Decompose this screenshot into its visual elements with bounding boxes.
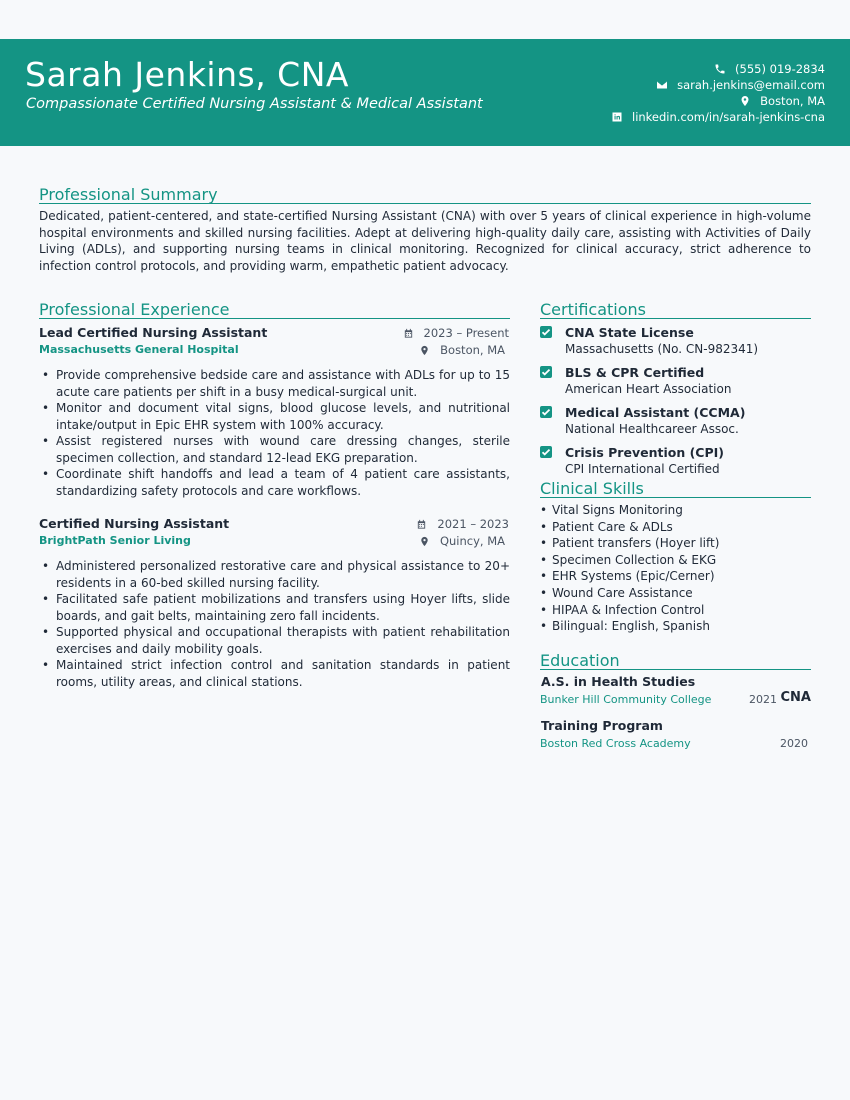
education-year: 2021 [749,692,777,706]
contact-phone-text: (555) 019-2834 [735,62,825,76]
section-title-certifications: Certifications [540,301,811,319]
job-bullets [39,558,510,690]
contact-phone[interactable] [611,61,825,77]
calendar-icon [403,328,414,339]
job-dates-text: 2023 – Present [423,326,509,340]
job-location [419,343,505,357]
education-extra: CNA [780,689,811,705]
candidate-tagline: Compassionate Certified Nursing Assistant & Medical Assistant [26,96,483,112]
list-item: • HIPAA & Infection Control [540,602,811,619]
list-item: • Monitor and document vital signs, blood glucose levels, and nutritional intake/output in Epic EHR system with 100% accuracy. [39,400,510,433]
certification-name: CNA State License [565,325,694,340]
list-item: • Assist registered nurses with wound care dressing changes, sterile specimen collection, and standard 12-lead EKG preparation. [39,433,510,466]
contact-email-text: sarah.jenkins@email.com [677,78,825,92]
job-location-text: Boston, MA [440,343,505,357]
certification-name: Crisis Prevention (CPI) [565,445,724,460]
list-item: • Administered personalized restorative care and physical assistance to 20+ residents in a 60-bed skilled nursing facility. [39,558,510,591]
education-school: Bunker Hill Community College [540,692,712,706]
job-entry [39,514,510,690]
certification-detail: National Healthcareer Assoc. [565,422,739,436]
checkbox-checked-icon [540,446,552,458]
envelope-icon [656,79,668,91]
section-title-experience: Professional Experience [39,301,510,319]
summary-section [39,186,811,274]
list-item: • Bilingual: English, Spanish [540,618,811,635]
job-organization: BrightPath Senior Living [39,534,191,547]
list-item: • Specimen Collection & EKG [540,552,811,569]
certifications-section [540,301,811,478]
contact-location [611,93,825,109]
job-entry [39,323,510,499]
contact-linkedin[interactable] [611,109,825,125]
job-location-text: Quincy, MA [439,534,505,548]
job-organization: Massachusetts General Hospital [39,343,239,356]
job-location [419,534,505,548]
education-item [540,716,811,756]
list-item: • Wound Care Assistance [540,585,811,602]
candidate-name: Sarah Jenkins, CNA [25,55,349,94]
list-item: • Vital Signs Monitoring [540,502,811,519]
skills-list [540,502,811,635]
list-item: • Patient transfers (Hoyer lift) [540,535,811,552]
checkbox-checked-icon [540,406,552,418]
linkedin-icon [611,111,623,123]
certification-item [540,444,811,478]
contact-linkedin-text: linkedin.com/in/sarah-jenkins-cna [632,110,825,124]
experience-section [39,301,510,690]
checkbox-checked-icon [540,326,552,338]
skills-section [540,480,811,635]
education-degree: A.S. in Health Studies [541,673,696,689]
contact-location-text: Boston, MA [760,94,825,108]
job-dates [416,517,509,531]
education-section [540,652,811,756]
header-banner [0,39,850,146]
certification-name: Medical Assistant (CCMA) [565,405,746,420]
list-item: • Supported physical and occupational therapists with patient rehabilitation exercises and daily mobility goals. [39,624,510,657]
list-item: • Facilitated safe patient mobilizations and transfers using Hoyer lifts, slide boards, and gait belts, maintaining zero fall incidents. [39,591,510,624]
education-school: Boston Red Cross Academy [540,736,691,750]
education-degree: Training Program [541,717,663,733]
certification-detail: Massachusetts (No. CN-982341) [565,342,759,356]
education-year: 2020 [780,736,808,750]
list-item: • Provide comprehensive bedside care and assistance with ADLs for up to 15 acute care patients per shift in a busy medical-surgical unit. [39,367,510,400]
job-title: Certified Nursing Assistant [39,516,230,531]
phone-icon [714,63,726,75]
section-title-skills: Clinical Skills [540,480,811,498]
contact-email[interactable] [611,77,825,93]
map-marker-icon [739,95,751,107]
list-item: • Coordinate shift handoffs and lead a team of 4 patient care assistants, standardizing safety protocols and care workflows. [39,466,510,499]
map-marker-icon [419,536,430,547]
certification-detail: American Heart Association [565,382,732,396]
section-title-education: Education [540,652,811,670]
summary-text: Dedicated, patient-centered, and state-certified Nursing Assistant (CNA) with over 5 years of clinical experience in high-volume hospital environments and skilled nursing facilities. Adept at delivering high-quality daily care, assisting with Activities of Daily Living (ADLs), and supporting nursing teams in clinical monitoring. Recognized for clinical accuracy, strict adherence to infection control protocols, and providing warm, empathetic patient advocacy. [39,209,811,273]
certification-name: BLS & CPR Certified [565,365,705,380]
education-item [540,672,811,712]
list-item: • EHR Systems (Epic/Cerner) [540,568,811,585]
job-dates [403,326,509,340]
list-item: • Patient Care & ADLs [540,519,811,536]
job-dates-text: 2021 – 2023 [437,517,509,531]
certification-item [540,364,811,398]
job-bullets [39,367,510,499]
job-title: Lead Certified Nursing Assistant [39,325,268,340]
certification-item [540,404,811,438]
calendar-icon [416,519,427,530]
certification-detail: CPI International Certified [565,462,720,476]
map-marker-icon [419,345,430,356]
contact-info [611,61,825,125]
certification-item [540,324,811,358]
sidebar-column [540,301,811,756]
list-item: • Maintained strict infection control and sanitation standards in patient rooms, utility areas, and clinical stations. [39,657,510,690]
section-title-summary: Professional Summary [39,186,811,204]
checkbox-checked-icon [540,366,552,378]
